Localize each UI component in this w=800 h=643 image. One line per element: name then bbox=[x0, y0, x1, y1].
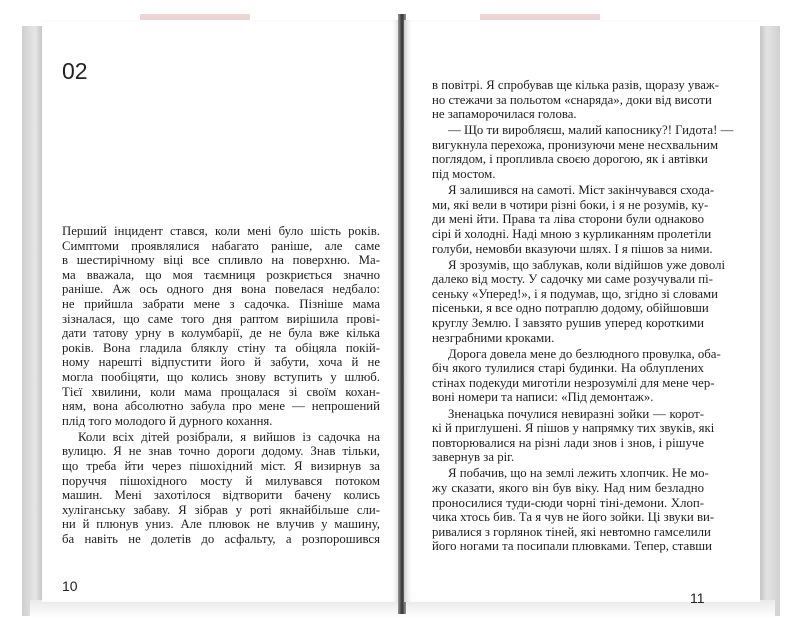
text-line: Перший інцидент стався, коли мені було шість років. bbox=[62, 224, 380, 238]
text-line: машин. Мені захотілося відтворити бачену колись bbox=[62, 488, 380, 503]
right-page bbox=[404, 20, 760, 606]
text-line: Зненацька почулися невиразні зойки — корот- bbox=[448, 406, 704, 421]
paragraph bbox=[432, 406, 715, 465]
text-line: його ногами та посипали плювками. Тепер, ставши bbox=[432, 539, 712, 554]
page-number-right: 11 bbox=[690, 590, 705, 606]
text-line: вигукнула перехожа, пронизуючи мене несхвальним bbox=[432, 137, 719, 152]
text-line: ди мені йти. Права та ліва сторони були однаково bbox=[432, 212, 704, 227]
text-line: Я залишився на самоті. Міст закінчувався сходa- bbox=[448, 183, 715, 198]
text-line: ма вважала, що моя таємниця розкриється значно bbox=[62, 267, 380, 282]
text-line: ба навіть не долетів до асфальту, а розпорошився bbox=[62, 531, 380, 546]
text-line: проносилися туди-сюди чорні тіні-демони. Хлоп- bbox=[432, 495, 704, 510]
paragraph bbox=[432, 123, 734, 182]
text-line: далеко від мосту. У садочку ми саме розучували пі- bbox=[432, 272, 713, 287]
chapter-number: 02 bbox=[62, 58, 88, 84]
text-line: ни й плюнув униз. Але плювок не влучив у машину, bbox=[62, 517, 380, 532]
text-line: біч якого тулилися старі будинки. На облуплених bbox=[432, 361, 704, 376]
text-line: — Що ти виробляєш, малий капоснику?! Гидота! — bbox=[448, 123, 734, 138]
text-line: раніше. Аж ось одного дня вона повелася недбало: bbox=[62, 282, 380, 297]
text-line: воні номери та написи: «Під демонтаж». bbox=[432, 390, 654, 405]
text-line: Коли всіх дітей розібрали, я вийшов із садочка на bbox=[78, 429, 380, 444]
text-line: ривалися з горлянок тіней, які невтомно гамселили bbox=[432, 524, 711, 539]
text-line: років. Вона гладила бляклу стіну та обіцяла покій- bbox=[62, 340, 380, 355]
page-number-left: 10 bbox=[62, 578, 78, 594]
text-line: в шестирічному віці все спливло на поверхню. Ма- bbox=[62, 253, 380, 268]
text-line: Симптоми проявлялися набагато раніше, але саме bbox=[62, 238, 380, 253]
text-line: не прийшла забрати мене з садочка. Пізніше мама bbox=[62, 296, 380, 311]
text-line: що треба йти через пішохідний міст. Я визирнув за bbox=[62, 459, 380, 473]
text-line: стінах подекуди миготіли незрозумілі для мене чер- bbox=[432, 375, 715, 390]
paragraph bbox=[432, 183, 715, 256]
text-line: круглу Землю. І завзято рушив уперед короткими bbox=[432, 316, 704, 330]
text-line: зізналася, що саме того дня раптом вирішила прові- bbox=[62, 311, 380, 326]
text-line: Дорога довела мене до безлюдного провулка, оба- bbox=[448, 346, 721, 361]
text-line: жу сказати, якого він був віку. Над ним безладно bbox=[432, 481, 704, 496]
text-line: Я побачив, що на землі лежить хлопчик. Не мо- bbox=[448, 466, 709, 481]
left-page-text bbox=[62, 224, 380, 548]
text-line: сеньку «Уперед!», і я подумав, що, згідно зі словами bbox=[432, 286, 719, 301]
text-line: могла пообіцяти, що колись знову вступить у шлюб. bbox=[62, 369, 380, 384]
text-line: хуліганську забаву. Я зібрав у роті якнайбільше сли- bbox=[62, 502, 380, 517]
text-line: в повітрі. Я спробував ще кілька разів, щоразу уваж- bbox=[432, 78, 719, 92]
text-line: ми, які вели в чотири різні боки, і я не розумів, ку- bbox=[432, 197, 709, 212]
text-line: поглядом, і пропливла своєю дорогою, як і автівки bbox=[432, 152, 708, 167]
paragraph bbox=[62, 224, 380, 428]
left-page bbox=[42, 20, 400, 602]
paragraph bbox=[432, 257, 726, 346]
text-line: не запаморочилася голова. bbox=[432, 107, 577, 122]
text-line: ному нарешті відпустити його й забути, хоча й не bbox=[62, 355, 380, 370]
text-line: плід того молодого й дурного кохання. bbox=[62, 413, 273, 428]
right-page-text bbox=[432, 78, 734, 556]
text-line: Я зрозумів, що заблукав, коли відійшов уже доволі bbox=[448, 257, 726, 272]
text-line: незграбними кроками. bbox=[432, 330, 555, 345]
text-line: поруччя пішохідного мосту й милувався потоком bbox=[62, 473, 380, 488]
text-line: кі й приглушені. Я пішов у напрямку тих звуків, які bbox=[432, 421, 715, 436]
page-stack-left bbox=[22, 26, 44, 616]
text-line: чика хтось бив. Та я чув не його зойки. Ці звуки ви- bbox=[432, 510, 715, 525]
text-line: голуби, немовби вказуючи шлях. І я пішов за ними. bbox=[432, 241, 713, 256]
text-line: під мостом. bbox=[432, 167, 496, 182]
text-line: но стежачи за польотом «снаряда», доки від висоти bbox=[432, 92, 712, 107]
paragraph bbox=[432, 346, 721, 405]
text-line: сірі й холодні. Наді мною з курликанням пролетіли bbox=[432, 226, 712, 241]
page-stack-right bbox=[758, 26, 780, 616]
text-line: завернув за ріг. bbox=[432, 450, 515, 465]
text-line: вулицю. Я не знав точно дороги додому. Знав тільки, bbox=[62, 444, 380, 459]
text-line: Тієї хвилини, коли мама прощалася зі своїм кохан- bbox=[62, 384, 380, 399]
text-line: ням, вона абсолютно забула про мене — непрошений bbox=[62, 399, 380, 414]
paragraph bbox=[432, 78, 719, 122]
text-line: пісеньки, я все одно потраплю додому, обійшовши bbox=[432, 301, 709, 316]
paragraph bbox=[62, 430, 380, 547]
text-line: дати татову урну в колумбарії, де не була вже кілька bbox=[62, 326, 380, 341]
paragraph bbox=[432, 466, 715, 554]
text-line: повторювалися на різні лади знов і знов, і рішуче bbox=[432, 435, 704, 450]
